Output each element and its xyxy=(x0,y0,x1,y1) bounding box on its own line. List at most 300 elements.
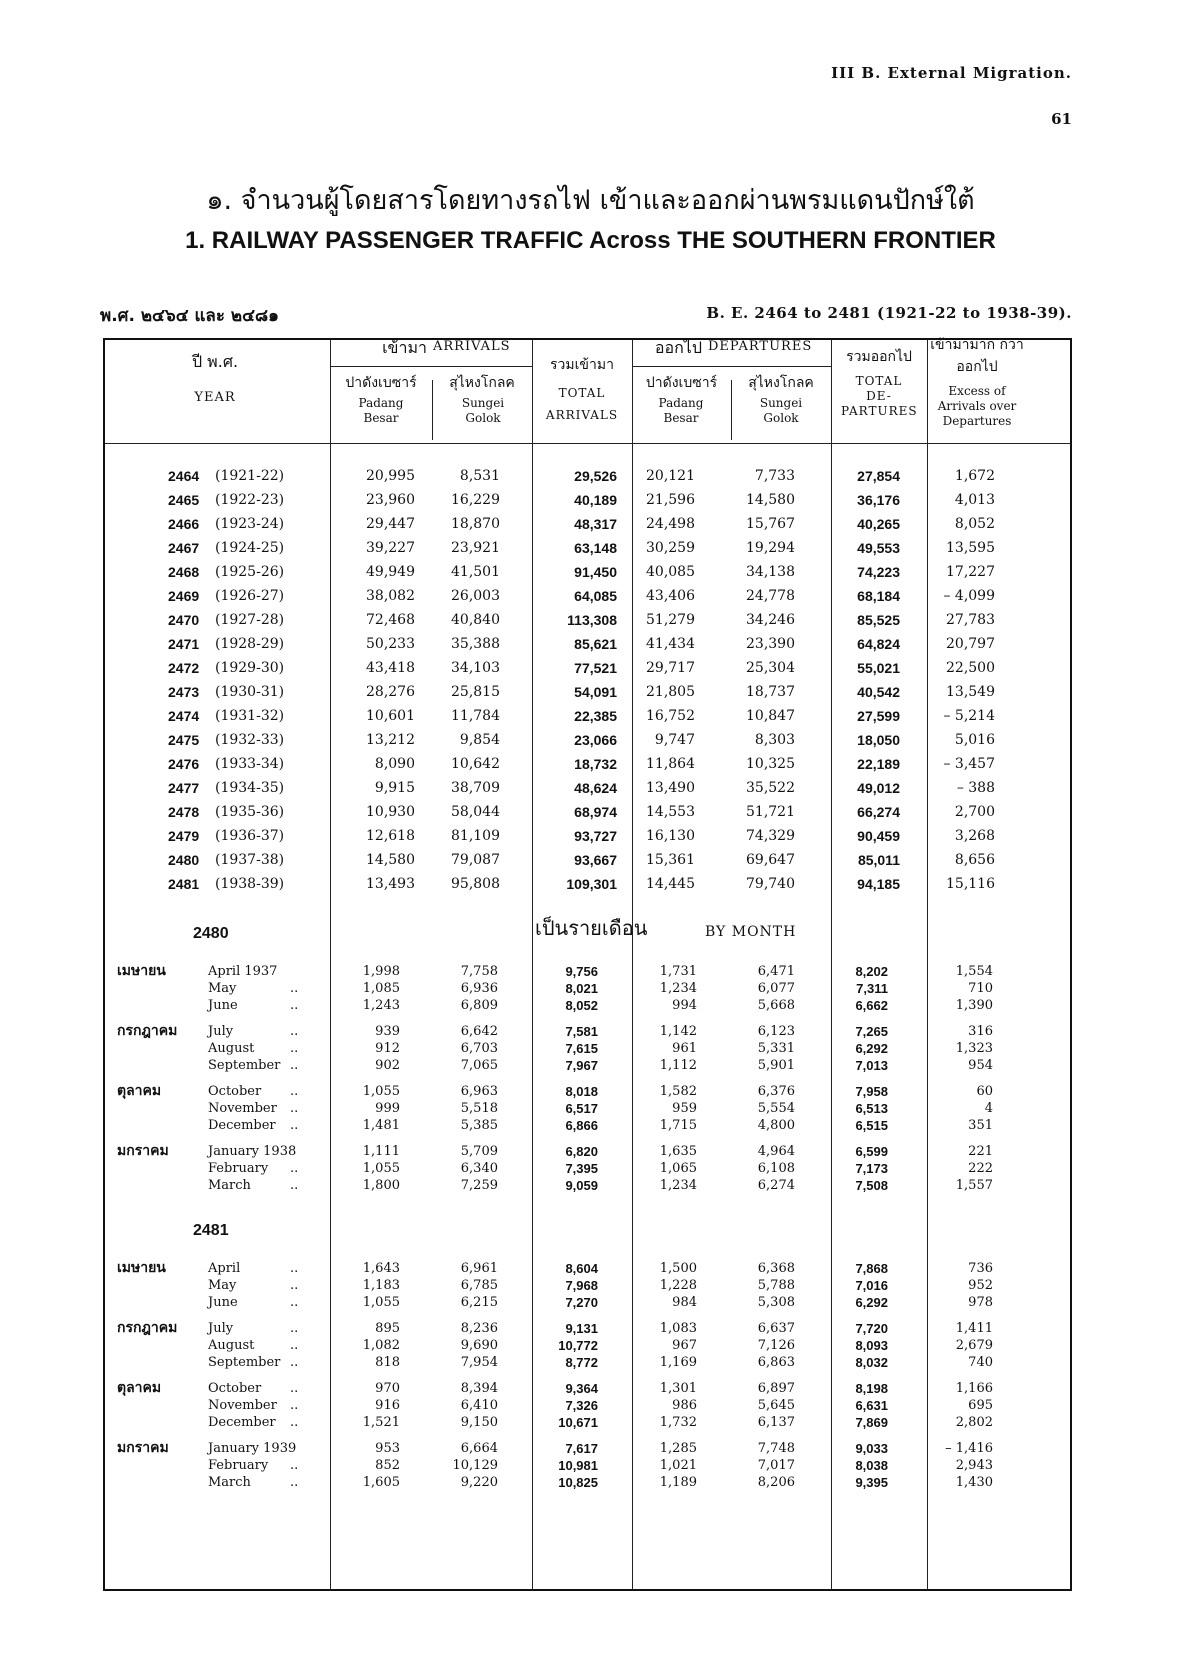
leader-dots: .. xyxy=(290,998,299,1013)
quarter-thai: มกราคม xyxy=(117,1440,169,1456)
cell-dp: 20,121 xyxy=(646,468,695,484)
fiscal-year: (1922-23) xyxy=(215,492,285,508)
cell-at: 29,526 xyxy=(574,468,617,484)
year-be: 2467 xyxy=(168,540,200,556)
month-row xyxy=(105,1440,1074,1457)
month-name: September xyxy=(208,1355,281,1370)
cell-dp: 1,112 xyxy=(659,1058,697,1073)
cell-dp: 1,065 xyxy=(659,1161,697,1176)
cell-ds: 24,778 xyxy=(746,588,795,604)
month-name: December xyxy=(208,1118,276,1133)
section-year: 2480 xyxy=(193,925,229,942)
cell-dt: 49,553 xyxy=(857,540,900,556)
cell-ap: 1,605 xyxy=(362,1475,400,1490)
cell-ap: 1,998 xyxy=(362,964,400,979)
month-name: February xyxy=(208,1458,269,1473)
cell-dp: 1,731 xyxy=(659,964,697,979)
cell-ap: 1,055 xyxy=(362,1084,400,1099)
cell-ds: 6,637 xyxy=(757,1321,795,1336)
month-name: April xyxy=(208,1261,241,1276)
cell-as: 18,870 xyxy=(451,516,500,532)
cell-ex: 4,013 xyxy=(954,492,995,508)
month-row xyxy=(105,1143,1074,1160)
cell-ds: 6,897 xyxy=(757,1381,795,1396)
month-name: September xyxy=(208,1058,281,1073)
year-be: 2479 xyxy=(168,828,200,844)
cell-at: 8,604 xyxy=(565,1261,598,1276)
cell-dt: 7,720 xyxy=(855,1321,888,1336)
cell-ex: 740 xyxy=(968,1355,993,1370)
leader-dots: .. xyxy=(290,1261,299,1276)
cell-dt: 6,513 xyxy=(855,1101,888,1116)
cell-ap: 818 xyxy=(375,1355,400,1370)
cell-ds: 7,126 xyxy=(757,1338,795,1353)
month-row xyxy=(105,1277,1074,1294)
cell-ex: 13,549 xyxy=(946,684,995,700)
cell-as: 81,109 xyxy=(451,828,500,844)
cell-dp: 21,596 xyxy=(646,492,695,508)
cell-ds: 6,137 xyxy=(757,1415,795,1430)
cell-ex: 1,557 xyxy=(955,1178,993,1193)
cell-dp: 961 xyxy=(672,1041,697,1056)
cell-ds: 6,274 xyxy=(757,1178,795,1193)
cell-at: 7,395 xyxy=(565,1161,598,1176)
cell-dt: 94,185 xyxy=(857,876,900,892)
fiscal-year: (1924-25) xyxy=(215,540,285,556)
cell-at: 6,820 xyxy=(565,1144,598,1159)
cell-ds: 74,329 xyxy=(746,828,795,844)
period-english: B. E. 2464 to 2481 (1921-22 to 1938-39). xyxy=(706,304,1072,322)
cell-ds: 14,580 xyxy=(746,492,795,508)
cell-ex: 1,323 xyxy=(955,1041,993,1056)
departures-header-thai: ออกไป xyxy=(654,338,702,357)
month-row xyxy=(105,1320,1074,1337)
cell-at: 40,189 xyxy=(574,492,617,508)
cell-dp: 51,279 xyxy=(646,612,695,628)
total-departures-english: TOTAL DE- PARTURES xyxy=(841,374,918,418)
quarter-thai: ตุลาคม xyxy=(117,1083,162,1099)
month-row xyxy=(105,1337,1074,1354)
cell-as: 6,809 xyxy=(460,998,498,1013)
cell-dt: 27,599 xyxy=(857,708,900,724)
annual-row xyxy=(105,876,1074,900)
cell-dp: 967 xyxy=(672,1338,697,1353)
cell-ap: 23,960 xyxy=(366,492,415,508)
cell-as: 11,784 xyxy=(451,708,500,724)
annual-row xyxy=(105,708,1074,732)
cell-ap: 10,601 xyxy=(366,708,415,724)
cell-dt: 8,202 xyxy=(855,964,888,979)
cell-ex: – 4,099 xyxy=(943,588,995,604)
fiscal-year: (1927-28) xyxy=(215,612,285,628)
cell-ex: 27,783 xyxy=(946,612,995,628)
leader-dots: .. xyxy=(290,1178,299,1193)
cell-at: 9,059 xyxy=(565,1178,598,1193)
year-be: 2466 xyxy=(168,516,200,532)
cell-dp: 14,445 xyxy=(646,876,695,892)
fiscal-year: (1934-35) xyxy=(215,780,285,796)
dep-sungei-thai: สุไหงโกลค xyxy=(748,375,814,391)
cell-at: 93,667 xyxy=(574,852,617,868)
cell-ex: 954 xyxy=(968,1058,993,1073)
cell-ds: 6,863 xyxy=(757,1355,795,1370)
cell-ds: 69,647 xyxy=(746,852,795,868)
quarter-thai: กรกฎาคม xyxy=(117,1023,178,1039)
total-arrivals-thai: รวมเข้ามา xyxy=(550,357,614,373)
leader-dots: .. xyxy=(290,981,299,996)
cell-ex: 695 xyxy=(968,1398,993,1413)
cell-at: 8,052 xyxy=(565,998,598,1013)
year-be: 2481 xyxy=(168,876,200,892)
cell-ap: 72,468 xyxy=(366,612,415,628)
month-name: April 1937 xyxy=(208,964,278,979)
cell-dt: 8,032 xyxy=(855,1355,888,1370)
annual-row xyxy=(105,564,1074,588)
cell-as: 6,961 xyxy=(460,1261,498,1276)
month-name: March xyxy=(208,1178,251,1193)
cell-as: 38,709 xyxy=(451,780,500,796)
cell-dp: 21,805 xyxy=(646,684,695,700)
cell-ds: 7,733 xyxy=(754,468,795,484)
cell-ex: 351 xyxy=(968,1118,993,1133)
cell-dt: 36,176 xyxy=(857,492,900,508)
leader-dots: .. xyxy=(290,1321,299,1336)
year-be: 2472 xyxy=(168,660,200,676)
excess-thai: เข้ามามาก กว่าออกไป xyxy=(930,337,1024,375)
year-be: 2476 xyxy=(168,756,200,772)
cell-at: 9,364 xyxy=(565,1381,598,1396)
cell-ex: 1,411 xyxy=(955,1321,993,1336)
dep-padang-thai: ปาดังเบซาร์ xyxy=(645,375,718,391)
year-be: 2480 xyxy=(168,852,200,868)
annual-row xyxy=(105,588,1074,612)
cell-ap: 13,212 xyxy=(366,732,415,748)
arr-padang-english: Padang Besar xyxy=(358,396,404,425)
fiscal-year: (1931-32) xyxy=(215,708,285,724)
leader-dots: .. xyxy=(290,1381,299,1396)
cell-at: 7,967 xyxy=(565,1058,598,1073)
cell-at: 6,517 xyxy=(565,1101,598,1116)
cell-ap: 14,580 xyxy=(366,852,415,868)
cell-at: 22,385 xyxy=(574,708,617,724)
cell-ap: 1,111 xyxy=(362,1144,400,1159)
month-name: February xyxy=(208,1161,269,1176)
dep-sungei-english: Sungei Golok xyxy=(759,396,803,425)
cell-dp: 41,434 xyxy=(646,636,695,652)
cell-dp: 1,021 xyxy=(659,1458,697,1473)
cell-at: 48,317 xyxy=(574,516,617,532)
cell-as: 16,229 xyxy=(451,492,500,508)
dep-padang-english: Padang Besar xyxy=(658,396,704,425)
cell-ap: 939 xyxy=(375,1024,400,1039)
month-name: January 1939 xyxy=(208,1441,297,1456)
cell-ex: 3,268 xyxy=(954,828,995,844)
month-row xyxy=(105,1380,1074,1397)
cell-at: 8,772 xyxy=(565,1355,598,1370)
cell-ds: 8,303 xyxy=(754,732,795,748)
cell-ap: 1,082 xyxy=(362,1338,400,1353)
leader-dots: .. xyxy=(290,1398,299,1413)
cell-dp: 16,752 xyxy=(646,708,695,724)
cell-dp: 43,406 xyxy=(646,588,695,604)
month-name: March xyxy=(208,1475,251,1490)
month-name: June xyxy=(208,998,238,1013)
cell-ex: 1,554 xyxy=(955,964,993,979)
cell-as: 79,087 xyxy=(451,852,500,868)
cell-ap: 9,915 xyxy=(374,780,415,796)
cell-ds: 23,390 xyxy=(746,636,795,652)
cell-at: 18,732 xyxy=(574,756,617,772)
cell-ex: 2,700 xyxy=(954,804,995,820)
cell-as: 34,103 xyxy=(451,660,500,676)
cell-ds: 15,767 xyxy=(746,516,795,532)
cell-as: 6,215 xyxy=(460,1295,498,1310)
section-header: III B. External Migration. xyxy=(831,64,1072,82)
cell-at: 10,981 xyxy=(558,1458,598,1473)
cell-dp: 1,142 xyxy=(659,1024,697,1039)
leader-dots: .. xyxy=(290,1118,299,1133)
cell-dp: 994 xyxy=(672,998,697,1013)
cell-dp: 986 xyxy=(672,1398,697,1413)
cell-ap: 28,276 xyxy=(366,684,415,700)
cell-dt: 7,173 xyxy=(855,1161,888,1176)
year-be: 2475 xyxy=(168,732,200,748)
cell-dp: 29,717 xyxy=(646,660,695,676)
cell-dp: 15,361 xyxy=(646,852,695,868)
cell-ap: 10,930 xyxy=(366,804,415,820)
month-name: August xyxy=(208,1041,255,1056)
cell-as: 10,129 xyxy=(452,1458,498,1473)
cell-ap: 20,995 xyxy=(366,468,415,484)
cell-at: 7,270 xyxy=(565,1295,598,1310)
subheader-rule xyxy=(632,366,831,367)
cell-ap: 38,082 xyxy=(366,588,415,604)
cell-ds: 8,206 xyxy=(757,1475,795,1490)
cell-as: 6,664 xyxy=(460,1441,498,1456)
cell-dp: 1,715 xyxy=(659,1118,697,1133)
cell-as: 5,518 xyxy=(460,1101,498,1116)
annual-row xyxy=(105,732,1074,756)
fiscal-year: (1929-30) xyxy=(215,660,285,676)
cell-dt: 68,184 xyxy=(857,588,900,604)
leader-dots: .. xyxy=(290,1278,299,1293)
leader-dots: .. xyxy=(290,1458,299,1473)
arr-padang-thai: ปาดังเบซาร์ xyxy=(345,375,417,391)
annual-row xyxy=(105,612,1074,636)
cell-as: 9,220 xyxy=(460,1475,498,1490)
cell-dt: 49,012 xyxy=(857,780,900,796)
cell-ds: 6,108 xyxy=(757,1161,795,1176)
cell-ex: 2,802 xyxy=(955,1415,993,1430)
annual-row xyxy=(105,780,1074,804)
cell-at: 64,085 xyxy=(574,588,617,604)
page-number: 61 xyxy=(1051,110,1072,128)
arr-sungei-thai: สุไหงโกลค xyxy=(449,375,515,391)
cell-as: 8,236 xyxy=(460,1321,498,1336)
cell-as: 40,840 xyxy=(451,612,500,628)
cell-as: 10,642 xyxy=(451,756,500,772)
cell-ds: 4,964 xyxy=(757,1144,795,1159)
cell-ap: 43,418 xyxy=(366,660,415,676)
cell-dt: 74,223 xyxy=(857,564,900,580)
cell-at: 7,326 xyxy=(565,1398,598,1413)
cell-ap: 1,243 xyxy=(362,998,400,1013)
month-row xyxy=(105,1083,1074,1100)
cell-as: 6,340 xyxy=(460,1161,498,1176)
cell-ds: 6,368 xyxy=(757,1261,795,1276)
cell-ds: 6,123 xyxy=(757,1024,795,1039)
cell-at: 7,615 xyxy=(565,1041,598,1056)
leader-dots: .. xyxy=(290,1101,299,1116)
cell-ap: 953 xyxy=(375,1441,400,1456)
cell-ds: 4,800 xyxy=(757,1118,795,1133)
cell-ex: 17,227 xyxy=(946,564,995,580)
cell-ds: 25,304 xyxy=(746,660,795,676)
excess-english: Excess of Arrivals over Departures xyxy=(937,384,1017,428)
cell-ex: 222 xyxy=(968,1161,993,1176)
annual-row xyxy=(105,804,1074,828)
cell-dt: 9,033 xyxy=(855,1441,888,1456)
year-be: 2469 xyxy=(168,588,200,604)
month-name: October xyxy=(208,1084,262,1099)
cell-as: 9,690 xyxy=(460,1338,498,1353)
month-row xyxy=(105,980,1074,997)
month-name: December xyxy=(208,1415,276,1430)
cell-as: 41,501 xyxy=(451,564,500,580)
fiscal-year: (1921-22) xyxy=(215,468,285,484)
cell-as: 25,815 xyxy=(451,684,500,700)
cell-dp: 959 xyxy=(672,1101,697,1116)
month-name: January 1938 xyxy=(208,1144,297,1159)
fiscal-year: (1933-34) xyxy=(215,756,285,772)
cell-ex: – 3,457 xyxy=(943,756,995,772)
cell-ds: 6,077 xyxy=(757,981,795,996)
cell-dp: 1,234 xyxy=(659,981,697,996)
year-be: 2473 xyxy=(168,684,200,700)
annual-row xyxy=(105,684,1074,708)
cell-at: 91,450 xyxy=(574,564,617,580)
month-row xyxy=(105,1177,1074,1194)
year-be: 2470 xyxy=(168,612,200,628)
cell-as: 8,394 xyxy=(460,1381,498,1396)
year-be: 2478 xyxy=(168,804,200,820)
cell-at: 7,617 xyxy=(565,1441,598,1456)
cell-dt: 7,016 xyxy=(855,1278,888,1293)
quarter-thai: เมษายน xyxy=(117,963,166,979)
section-year: 2481 xyxy=(193,1222,229,1239)
cell-ap: 13,493 xyxy=(366,876,415,892)
year-be: 2465 xyxy=(168,492,200,508)
cell-ds: 10,325 xyxy=(746,756,795,772)
fiscal-year: (1923-24) xyxy=(215,516,285,532)
month-row xyxy=(105,1100,1074,1117)
cell-as: 6,642 xyxy=(460,1024,498,1039)
total-arrivals-english: TOTAL ARRIVALS xyxy=(545,386,619,422)
quarter-thai: ตุลาคม xyxy=(117,1380,162,1396)
cell-ex: – 1,416 xyxy=(945,1441,993,1456)
cell-ds: 35,522 xyxy=(746,780,795,796)
annual-row xyxy=(105,828,1074,852)
cell-ap: 12,618 xyxy=(366,828,415,844)
month-row xyxy=(105,1457,1074,1474)
year-be: 2464 xyxy=(168,468,200,484)
cell-dt: 64,824 xyxy=(857,636,900,652)
cell-ds: 6,376 xyxy=(757,1084,795,1099)
cell-ex: 5,016 xyxy=(954,732,995,748)
cell-ds: 5,308 xyxy=(757,1295,795,1310)
cell-ds: 34,246 xyxy=(746,612,795,628)
cell-ap: 50,233 xyxy=(366,636,415,652)
cell-ex: 316 xyxy=(968,1024,993,1039)
cell-dt: 90,459 xyxy=(857,828,900,844)
cell-dp: 1,732 xyxy=(659,1415,697,1430)
annual-row xyxy=(105,540,1074,564)
cell-ap: 1,643 xyxy=(362,1261,400,1276)
cell-ds: 79,740 xyxy=(746,876,795,892)
cell-dt: 7,869 xyxy=(855,1415,888,1430)
cell-dt: 7,508 xyxy=(855,1178,888,1193)
fiscal-year: (1938-39) xyxy=(215,876,285,892)
leader-dots: .. xyxy=(290,1415,299,1430)
cell-as: 95,808 xyxy=(451,876,500,892)
cell-dt: 6,515 xyxy=(855,1118,888,1133)
leader-dots: .. xyxy=(290,1338,299,1353)
by-month-thai: เป็นรายเดือน xyxy=(535,916,648,940)
cell-ds: 7,017 xyxy=(757,1458,795,1473)
cell-dp: 1,500 xyxy=(659,1261,697,1276)
month-row xyxy=(105,997,1074,1014)
cell-ds: 5,668 xyxy=(757,998,795,1013)
fiscal-year: (1932-33) xyxy=(215,732,285,748)
cell-ds: 7,748 xyxy=(757,1441,795,1456)
cell-dt: 8,038 xyxy=(855,1458,888,1473)
fiscal-year: (1935-36) xyxy=(215,804,285,820)
year-be: 2471 xyxy=(168,636,200,652)
cell-ex: 8,656 xyxy=(954,852,995,868)
cell-at: 93,727 xyxy=(574,828,617,844)
cell-ds: 5,901 xyxy=(757,1058,795,1073)
month-name: May xyxy=(208,1278,237,1293)
cell-ds: 5,788 xyxy=(757,1278,795,1293)
month-name: October xyxy=(208,1381,262,1396)
total-departures-thai: รวมออกไป xyxy=(846,349,912,365)
cell-as: 6,785 xyxy=(460,1278,498,1293)
cell-ex: – 388 xyxy=(956,780,995,796)
cell-as: 9,150 xyxy=(460,1415,498,1430)
cell-dt: 8,093 xyxy=(855,1338,888,1353)
period-thai: พ.ศ. ๒๔๖๔ และ ๒๔๘๑ xyxy=(100,306,279,326)
cell-as: 8,531 xyxy=(459,468,500,484)
fiscal-year: (1937-38) xyxy=(215,852,285,868)
leader-dots: .. xyxy=(290,1024,299,1039)
cell-ex: 1,390 xyxy=(955,998,993,1013)
cell-ex: 4 xyxy=(984,1101,993,1116)
cell-ap: 1,055 xyxy=(362,1295,400,1310)
cell-dp: 40,085 xyxy=(646,564,695,580)
month-name: June xyxy=(208,1295,238,1310)
cell-dp: 24,498 xyxy=(646,516,695,532)
cell-at: 8,021 xyxy=(565,981,598,996)
subheader-rule xyxy=(330,366,532,367)
cell-dt: 7,265 xyxy=(855,1024,888,1039)
cell-dt: 6,662 xyxy=(855,998,888,1013)
cell-as: 5,709 xyxy=(460,1144,498,1159)
cell-dt: 22,189 xyxy=(857,756,900,772)
cell-dt: 8,198 xyxy=(855,1381,888,1396)
arrivals-header-thai: เข้ามา xyxy=(382,338,427,357)
cell-dt: 9,395 xyxy=(855,1475,888,1490)
annual-row xyxy=(105,660,1074,684)
